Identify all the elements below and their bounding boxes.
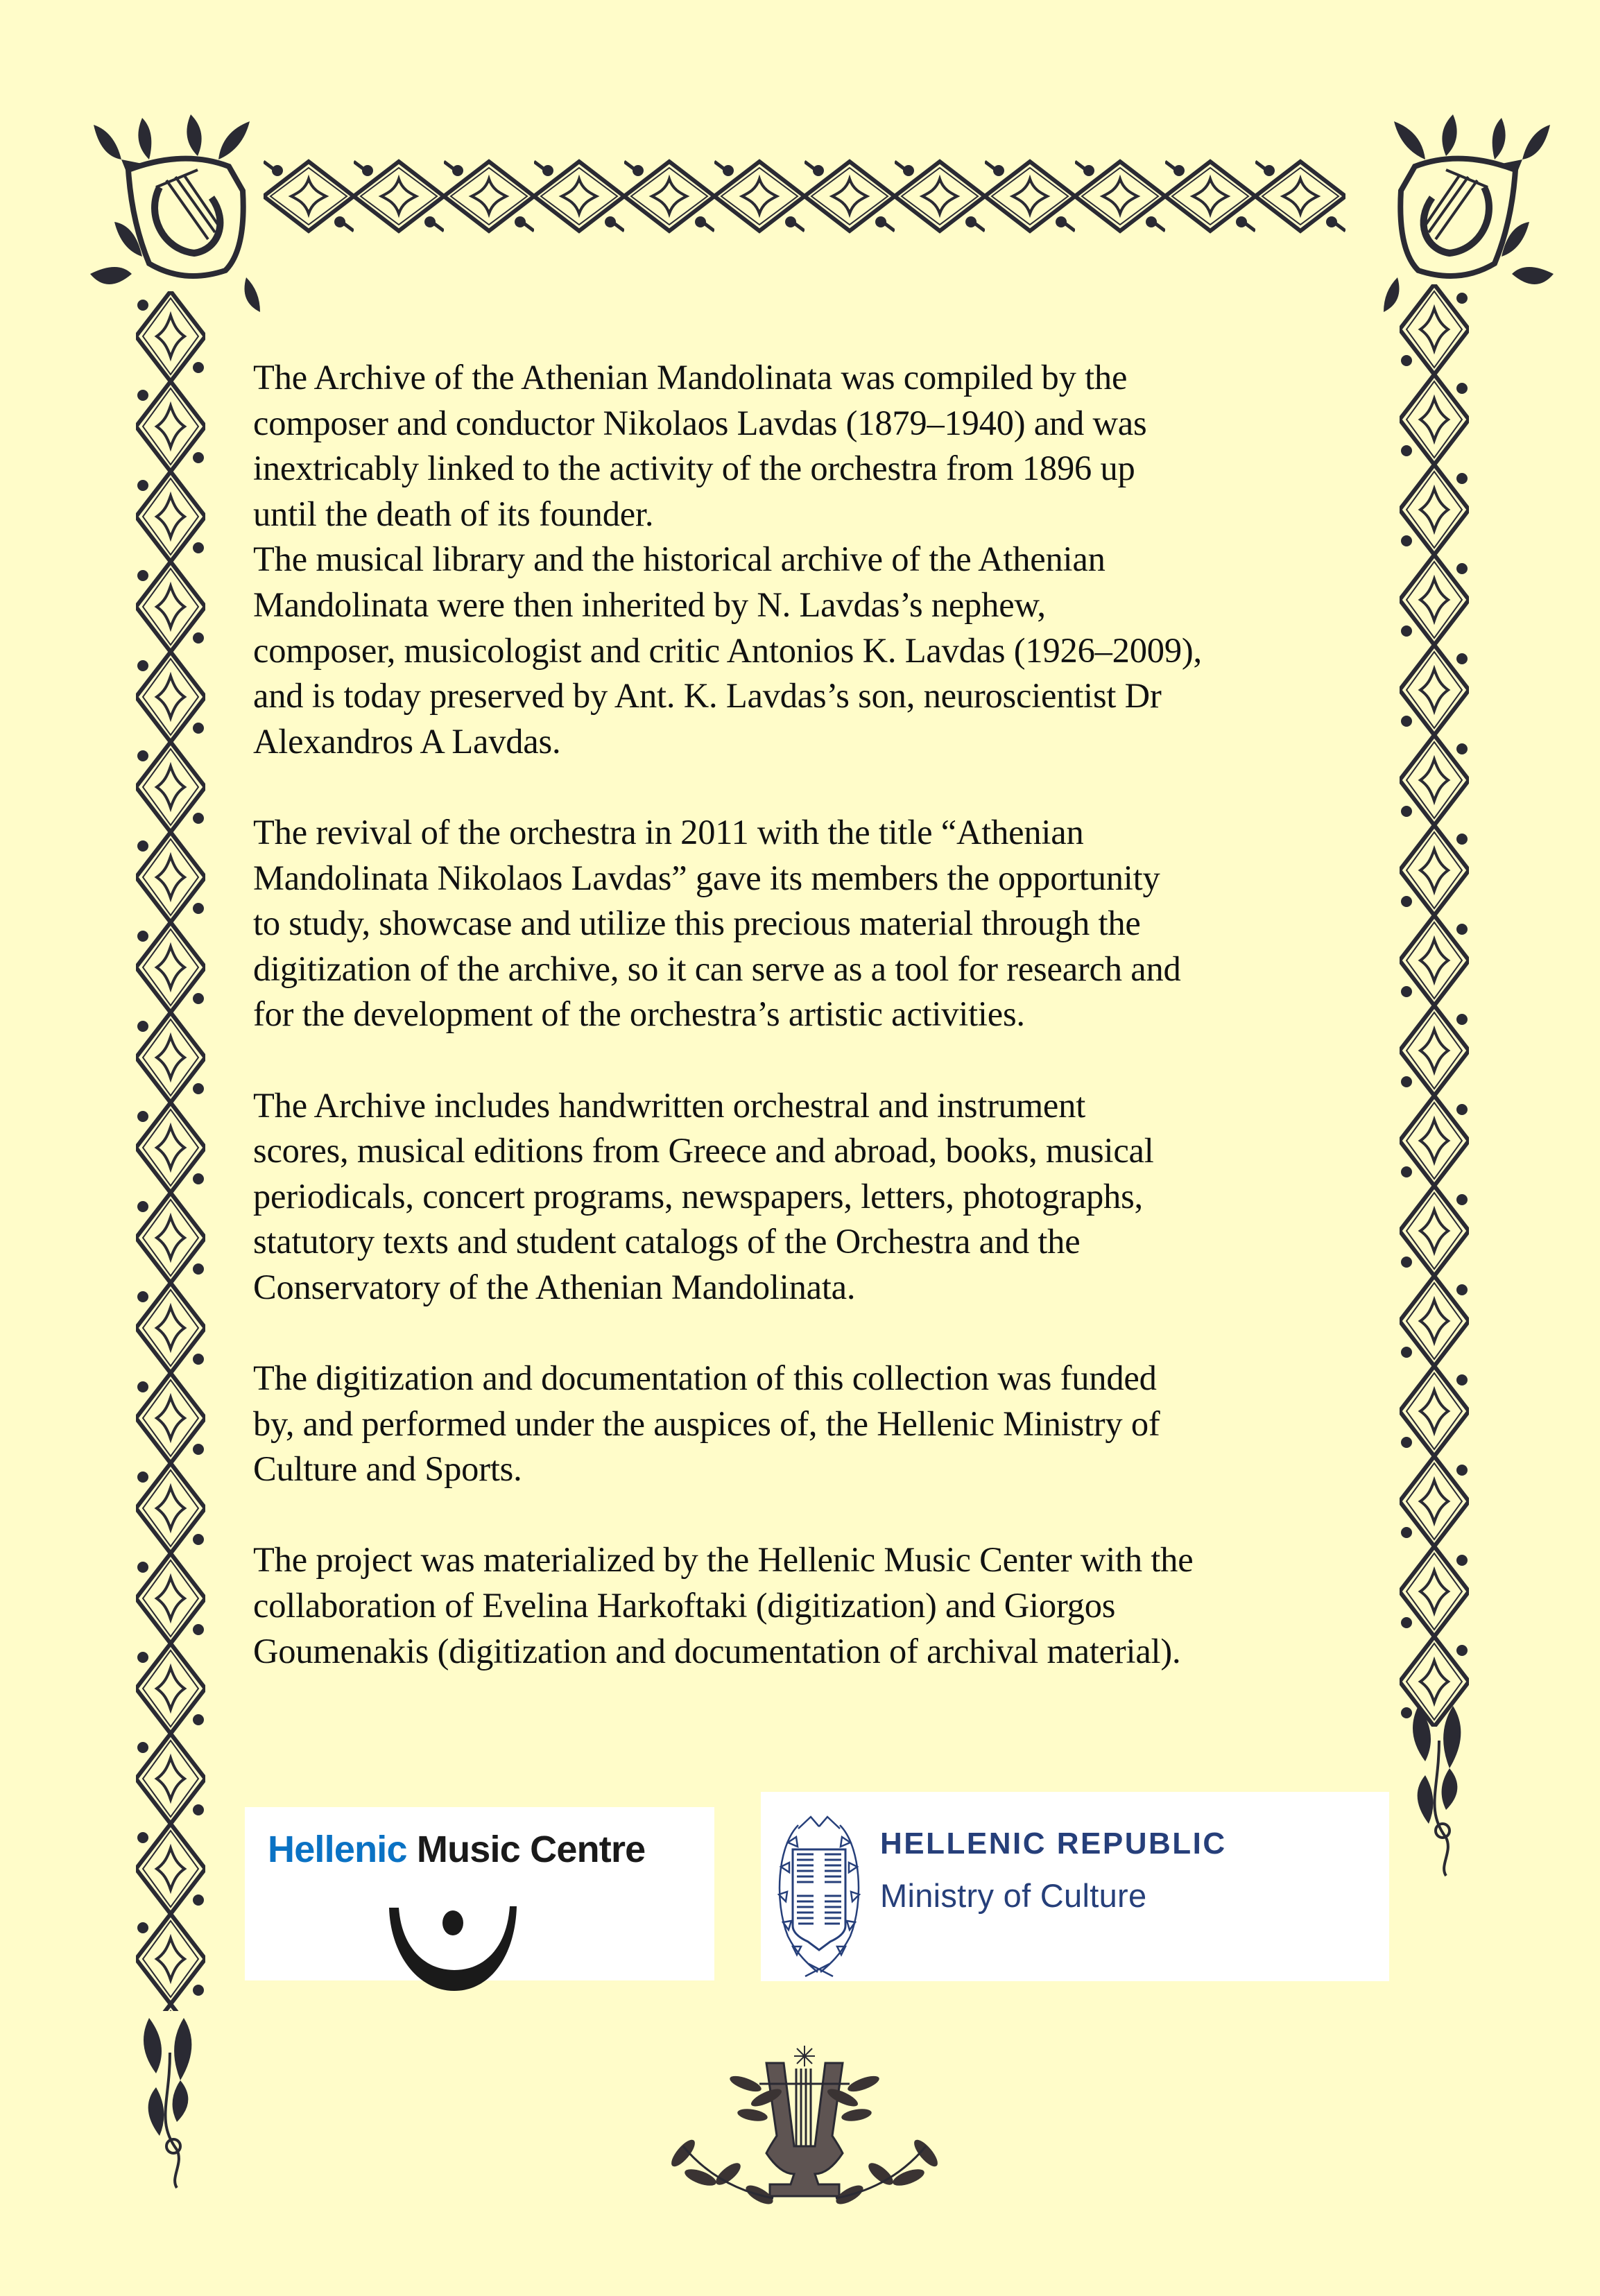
archive-description xyxy=(253,355,1391,1674)
paragraph-credits: The project was materialized by the Hellenic Music Center with the collaboration of Evelina Harkoftaki (digitization) and Giorgos Goumenakis (digitization and documentation of archival material). xyxy=(253,1540,1194,1671)
paragraph-revival: The revival of the orchestra in 2011 with the title “Athenian Mandolinata Nikolaos Lavdas” gave its members the opportunity to study, showcase and utilize this precious material through the digitization of the archive, so it can serve as a tool for research and for the development of the orchestra’s artistic activities. xyxy=(253,812,1181,1034)
paragraph-contents: The Archive includes handwritten orchestral and instrument scores, musical editions from Greece and abroad, books, musical periodicals, concert programs, newspapers, letters, photographs, statutory texts and student catalogs of the Orchestra and the Conservatory of the Athenian Mandolinata. xyxy=(253,1085,1154,1306)
ministry-of-culture-logo xyxy=(761,1792,1389,1981)
oak-leaf-icon xyxy=(128,2011,212,2191)
lyre-shield-icon xyxy=(1342,111,1564,319)
hmc-word-hellenic: Hellenic xyxy=(268,1829,407,1870)
hmc-word-music-centre: Music Centre xyxy=(416,1829,646,1870)
lyre-laurel-icon xyxy=(662,2008,947,2209)
hellenic-republic-label: HELLENIC REPUBLIC xyxy=(880,1827,1227,1861)
lyre-shield-icon xyxy=(80,111,302,319)
oak-leaf-icon xyxy=(1397,1699,1481,1879)
greek-coat-of-arms-icon xyxy=(771,1811,868,1978)
ministry-of-culture-label: Ministry of Culture xyxy=(880,1877,1147,1914)
ornamental-border-left xyxy=(136,291,205,2177)
paragraph-inheritance: The musical library and the historical archive of the Athenian Mandolinata were then inherited by N. Lavdas’s nephew, composer, musicologist and critic Antonios K. Lavdas (1926–2009), and is today preserved by Ant. K. Lavdas’s son, neuroscientist Dr Alexandros A Lavdas. xyxy=(253,540,1202,761)
fermata-smile-icon xyxy=(384,1906,522,1996)
ornamental-border-top xyxy=(264,158,1345,234)
paragraph-origins: The Archive of the Athenian Mandolinata was compiled by the composer and conductor Nikolaos Lavdas (1879–1940) and was inextricably linked to the activity of the orchestra from 1896 up until the death of its founder. xyxy=(253,358,1147,533)
paragraph-funding: The digitization and documentation of this collection was funded by, and performed under the auspices of, the Hellenic Ministry of Culture and Sports. xyxy=(253,1358,1160,1489)
hmc-wordmark xyxy=(268,1828,645,1871)
ornamental-border-right xyxy=(1400,284,1469,1893)
hellenic-music-centre-logo xyxy=(245,1807,714,1980)
